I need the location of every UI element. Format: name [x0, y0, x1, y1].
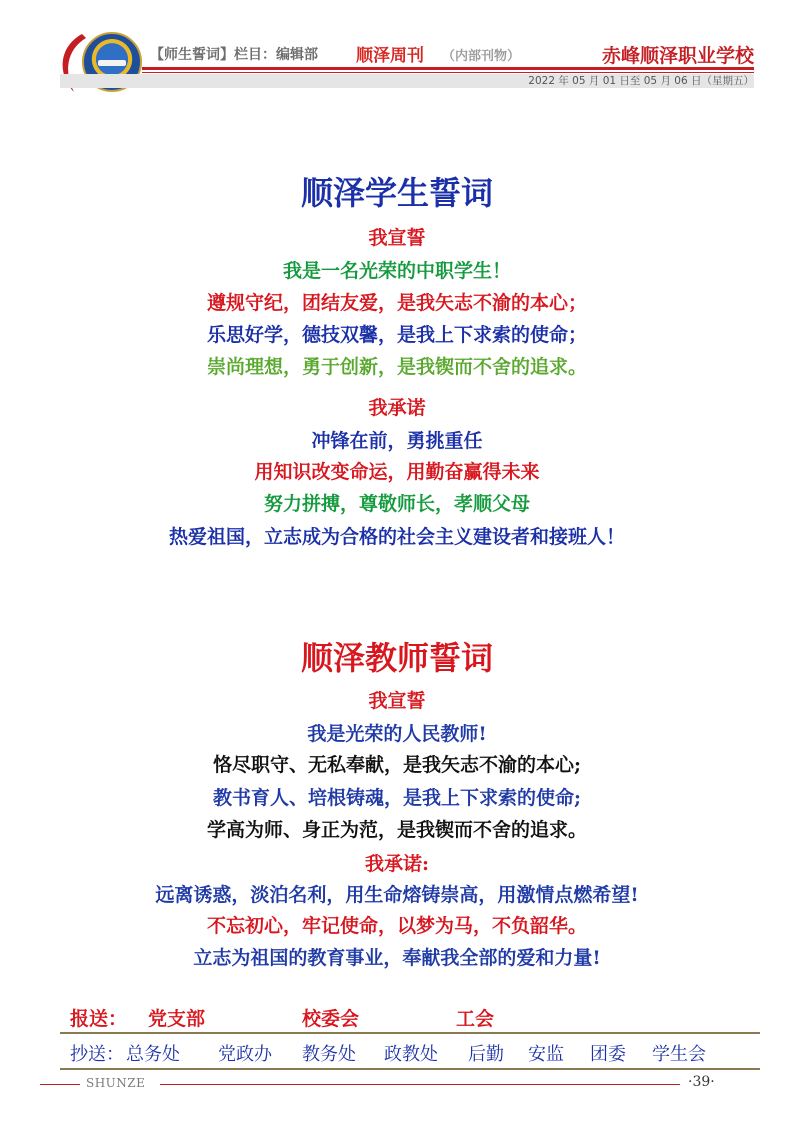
distribution-rule-top	[60, 1032, 760, 1034]
copy-recipient: 总务处	[126, 1044, 180, 1065]
student-oath-title: 顺泽学生誓词	[300, 174, 493, 212]
student-pledge-heading: 我宣誓	[368, 227, 426, 249]
copy-recipient: 政教处	[384, 1044, 438, 1065]
student-pledge-line: 遵规守纪，团结友爱，是我矢志不渝的本心；	[206, 292, 587, 314]
student-promise-line: 努力拼搏，尊敬师长，孝顺父母	[263, 493, 530, 515]
teacher-pledge-line: 我是光荣的人民教师!	[307, 723, 487, 745]
teacher-promise-line: 远离诱惑，淡泊名利，用生命熔铸崇高，用激情点燃希望!	[155, 884, 639, 906]
student-promise-line: 冲锋在前，勇挑重任	[311, 430, 483, 452]
student-promise-line: 用知识改变命运，用勤奋赢得未来	[254, 461, 540, 483]
teacher-pledge-heading: 我宣誓	[368, 690, 426, 712]
issue-date: 2022 年 05 月 01 日至 05 月 06 日（星期五）	[528, 75, 754, 87]
copy-recipient: 党政办	[218, 1044, 272, 1065]
student-promise-heading: 我承诺	[368, 397, 426, 419]
student-pledge-line: 乐思好学，德技双馨，是我上下求索的使命；	[206, 324, 587, 346]
header-rule	[142, 67, 754, 70]
footer-rule-left	[40, 1084, 80, 1085]
teacher-pledge-line: 恪尽职守、无私奉献，是我矢志不渝的本心;	[212, 754, 581, 776]
student-pledge-line: 我是一名光荣的中职学生！	[282, 260, 511, 282]
teacher-promise-heading: 我承诺:	[364, 853, 429, 875]
student-promise-line: 热爱祖国，立志成为合格的社会主义建设者和接班人！	[168, 526, 625, 548]
copy-recipient: 教务处	[302, 1044, 356, 1065]
publication-subtitle: （内部刊物）	[442, 49, 521, 64]
student-pledge-line: 崇尚理想，勇于创新，是我锲而不舍的追求。	[206, 356, 587, 378]
copy-label: 抄送：	[70, 1044, 124, 1065]
distribution-rule-bottom	[60, 1068, 760, 1070]
report-label: 报送：	[70, 1008, 128, 1030]
page-number: ·39·	[688, 1074, 715, 1090]
school-name: 赤峰顺泽职业学校	[601, 45, 754, 67]
report-recipient: 党支部	[148, 1008, 206, 1030]
header-rule-thin	[142, 72, 754, 73]
teacher-pledge-line: 学高为师、身正为范，是我锲而不舍的追求。	[206, 819, 587, 841]
report-recipient: 工会	[456, 1008, 495, 1030]
teacher-pledge-line: 教书育人、培根铸魂，是我上下求索的使命;	[212, 787, 581, 809]
footer-label: SHUNZE	[86, 1076, 146, 1090]
copy-recipient: 后勤	[468, 1044, 504, 1065]
teacher-oath-title: 顺泽教师誓词	[300, 639, 493, 677]
teacher-promise-line: 不忘初心，牢记使命，以梦为马，不负韶华。	[206, 915, 587, 937]
footer-rule	[160, 1084, 680, 1085]
copy-recipient: 团委	[590, 1044, 626, 1065]
report-recipient: 校委会	[302, 1008, 360, 1030]
publication-name: 顺泽周刊	[356, 46, 424, 66]
copy-recipient: 安监	[528, 1044, 564, 1065]
page-header	[0, 0, 794, 100]
column-label: 【师生誓词】栏目：编辑部	[150, 47, 318, 63]
teacher-promise-line: 立志为祖国的教育事业，奉献我全部的爱和力量!	[193, 947, 601, 969]
copy-recipient: 学生会	[652, 1044, 706, 1065]
